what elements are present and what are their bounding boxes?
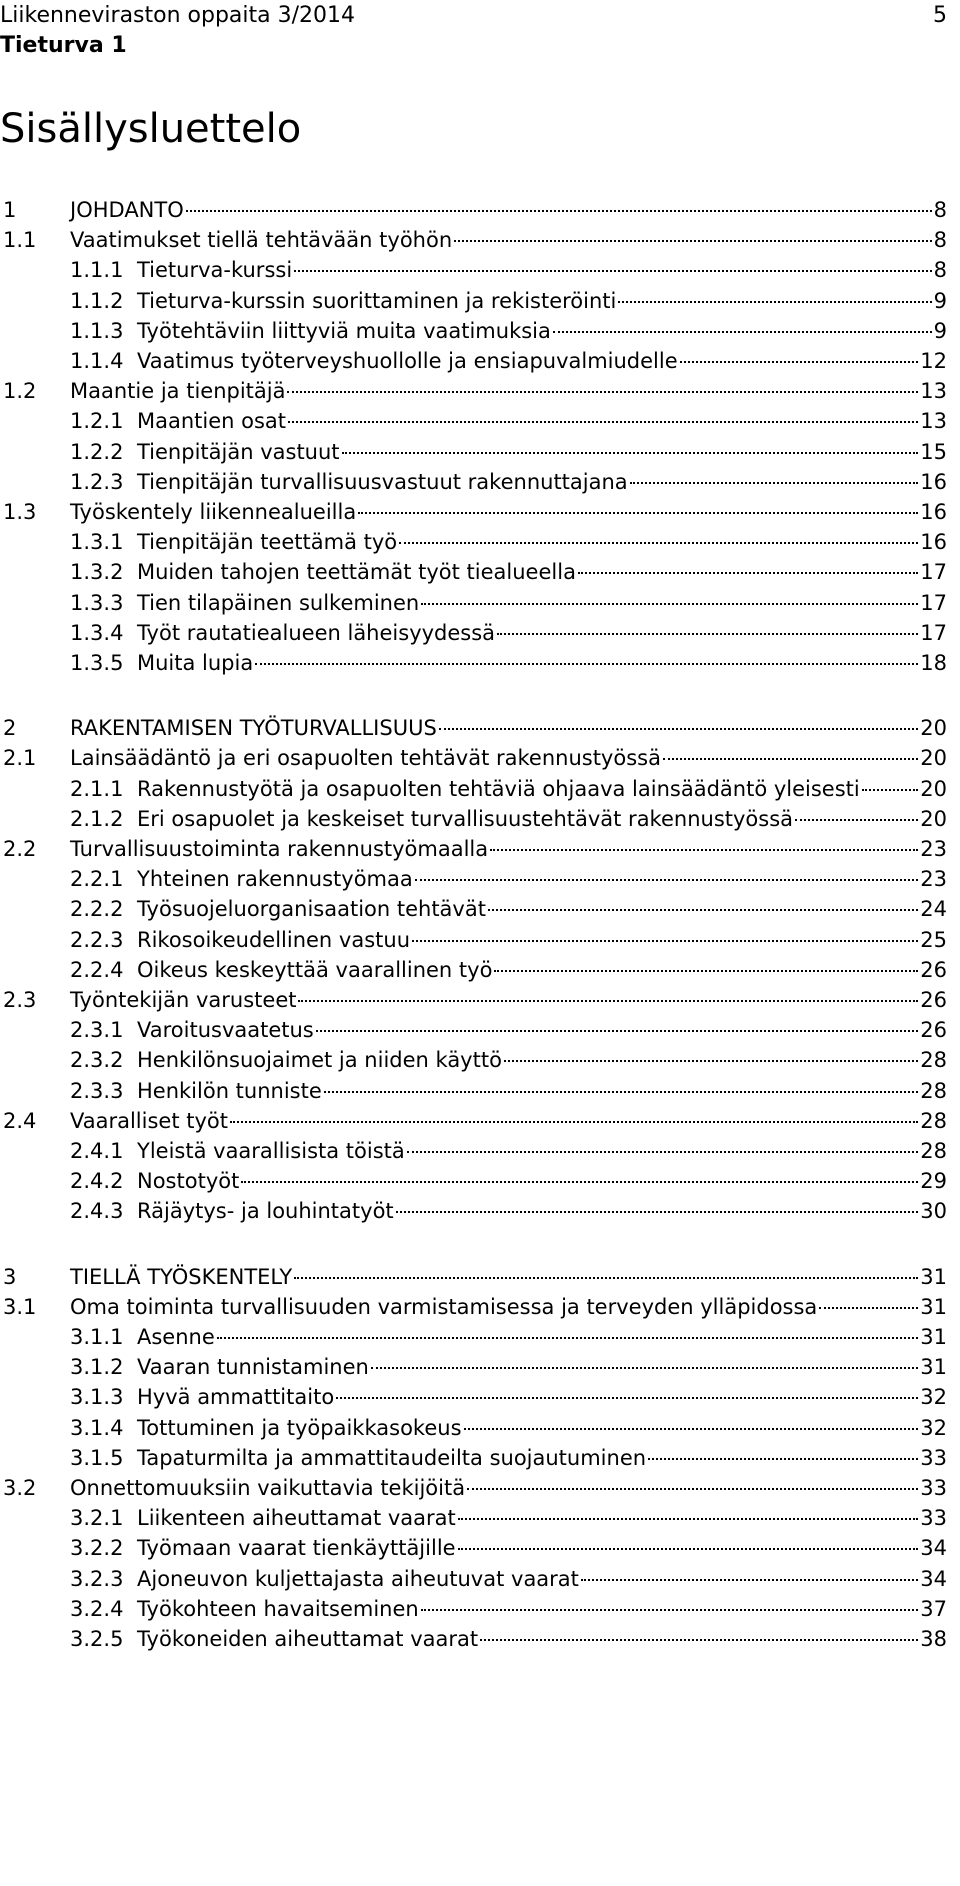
toc-entry-title: Työmaan vaarat tienkäyttäjille	[137, 1536, 456, 1561]
toc-entry-title: Maantien osat	[137, 409, 287, 434]
toc-entry-title: Muita lupia	[137, 651, 254, 675]
toc-entry[interactable]	[70, 805, 947, 833]
toc-dot-leader	[439, 728, 918, 730]
toc-entry-page: 26	[920, 1018, 947, 1043]
toc-dot-leader	[255, 663, 918, 665]
toc-entry-number: 1.1.2	[70, 288, 124, 313]
toc-entry[interactable]	[70, 317, 947, 345]
toc-entry-number: 3.2.5	[70, 1627, 124, 1651]
toc-entry-page: 8	[933, 258, 947, 283]
toc-entry[interactable]	[70, 528, 947, 556]
toc-entry[interactable]	[70, 558, 947, 586]
toc-entry-title: Liikenteen aiheuttamat vaarat	[137, 1506, 456, 1531]
toc-entry-number: 1.3.2	[70, 560, 124, 585]
toc-entry[interactable]	[70, 775, 947, 803]
toc-dot-leader	[458, 1518, 918, 1520]
toc-entry-page: 29	[920, 1169, 947, 1194]
toc-entry[interactable]	[3, 196, 947, 224]
toc-entry-page: 15	[920, 439, 947, 464]
toc-entry[interactable]	[70, 895, 947, 923]
toc-entry[interactable]	[70, 1323, 947, 1351]
toc-dot-leader	[630, 482, 919, 484]
toc-entry-title: Työt rautatiealueen läheisyydessä	[137, 620, 496, 645]
document-subtitle: Tieturva 1	[0, 33, 127, 58]
toc-entry-title: Eri osapuolet ja keskeiset turvallisuustehtävät rakennustyössä	[137, 806, 794, 831]
toc-entry-title: TIELLÄ TYÖSKENTELY	[70, 1264, 293, 1289]
toc-entry-title: Henkilönsuojaimet ja niiden käyttö	[137, 1048, 502, 1073]
toc-heading: Sisällysluettelo	[0, 106, 302, 152]
toc-dot-leader	[458, 1548, 919, 1550]
toc-entry-title: JOHDANTO	[70, 198, 184, 222]
toc-entry[interactable]	[70, 1534, 947, 1562]
toc-entry-page: 23	[920, 867, 947, 892]
toc-dot-leader	[618, 301, 931, 303]
toc-dot-leader	[287, 391, 918, 393]
toc-entry-title: Työskentely liikennealueilla	[70, 500, 357, 524]
toc-dot-leader	[488, 909, 918, 911]
toc-entry-number: 2.4.1	[70, 1139, 124, 1163]
toc-entry-title: Asenne	[137, 1325, 215, 1349]
toc-entry-number: 1.3.3	[70, 590, 124, 615]
toc-dot-leader	[795, 819, 918, 821]
toc-entry-title: Oma toiminta turvallisuuden varmistamisessa ja terveyden ylläpidossa	[70, 1294, 818, 1319]
toc-entry-number: 3.1.1	[70, 1325, 124, 1349]
publication-title: Liikenneviraston oppaita 3/2014	[0, 3, 356, 28]
toc-dot-leader	[294, 270, 931, 272]
toc-dot-leader	[454, 240, 931, 242]
toc-entry-number: 1.2.1	[70, 409, 124, 434]
toc-entry-page: 20	[920, 716, 947, 741]
toc-entry-number: 2.3.1	[70, 1018, 124, 1043]
toc-entry-number: 2.4	[3, 1108, 37, 1133]
toc-entry-page: 34	[920, 1566, 947, 1591]
toc-entry[interactable]	[70, 287, 947, 315]
toc-entry[interactable]	[70, 1077, 947, 1105]
toc-entry-title: Rakennustyötä ja osapuolten tehtäviä ohjaava lainsäädäntö yleisesti	[137, 776, 860, 801]
toc-dot-leader	[490, 849, 918, 851]
toc-entry-page: 28	[920, 1048, 947, 1073]
toc-entry-page: 33	[920, 1506, 947, 1531]
toc-entry-title: Työtehtäviin liittyviä muita vaatimuksia	[137, 318, 551, 343]
toc-entry[interactable]	[70, 347, 947, 375]
toc-entry-page: 26	[920, 957, 947, 982]
toc-entry[interactable]	[70, 1353, 947, 1381]
toc-entry-title: Muiden tahojen teettämät työt tiealueella	[137, 560, 576, 585]
toc-entry-number: 2.1.2	[70, 806, 124, 831]
toc-dot-leader	[581, 1579, 918, 1581]
toc-entry-page: 18	[920, 651, 947, 675]
toc-entry-page: 33	[920, 1476, 947, 1500]
toc-entry-number: 1.2.2	[70, 439, 124, 464]
toc-entry-title: Vaatimus työterveyshuollolle ja ensiapuvalmiudelle	[137, 349, 678, 373]
toc-entry-page: 17	[920, 590, 947, 615]
toc-entry[interactable]	[3, 744, 947, 772]
toc-dot-leader	[497, 633, 918, 635]
toc-entry-page: 20	[920, 746, 947, 771]
toc-entry-title: Oikeus keskeyttää vaarallinen työ	[137, 957, 493, 982]
toc-entry-page: 32	[920, 1385, 947, 1410]
toc-dot-leader	[294, 1277, 918, 1279]
toc-entry[interactable]	[70, 1167, 947, 1195]
toc-entry[interactable]	[70, 589, 947, 617]
toc-entry[interactable]	[3, 835, 947, 863]
toc-dot-leader	[298, 1000, 918, 1002]
toc-entry-page: 9	[933, 318, 947, 343]
toc-dot-leader	[412, 940, 918, 942]
toc-entry-title: Turvallisuustoiminta rakennustyömaalla	[70, 837, 489, 861]
toc-entry-title: Varoitusvaatetus	[137, 1018, 314, 1043]
toc-dot-leader	[421, 1609, 919, 1611]
toc-entry-number: 1.2	[3, 379, 37, 404]
toc-entry-page: 28	[920, 1078, 947, 1103]
toc-entry[interactable]	[70, 1595, 947, 1623]
toc-entry[interactable]	[3, 1107, 947, 1135]
toc-entry-page: 13	[920, 379, 947, 404]
toc-entry-number: 1.1	[3, 228, 37, 253]
toc-entry-title: Onnettomuuksiin vaikuttavia tekijöitä	[70, 1476, 466, 1500]
toc-entry-page: 38	[920, 1627, 947, 1651]
toc-entry[interactable]	[70, 1137, 947, 1165]
toc-dot-leader	[862, 789, 919, 791]
toc-entry-page: 17	[920, 560, 947, 585]
toc-entry-page: 28	[920, 1108, 947, 1133]
toc-entry-title: Tienpitäjän vastuut	[137, 439, 340, 464]
toc-entry-title: Maantie ja tienpitäjä	[70, 379, 286, 404]
toc-entry-page: 25	[920, 927, 947, 952]
toc-entry-number: 1.3.1	[70, 530, 124, 555]
toc-entry[interactable]	[3, 1474, 947, 1502]
toc-entry-title: Henkilön tunniste	[137, 1078, 322, 1103]
toc-entry-page: 16	[920, 530, 947, 555]
toc-dot-leader	[480, 1639, 918, 1641]
toc-entry-title: Räjäytys- ja louhintatyöt	[137, 1199, 394, 1224]
toc-entry-number: 3.2.2	[70, 1536, 124, 1561]
toc-dot-leader	[663, 758, 918, 760]
toc-entry-number: 2.4.2	[70, 1169, 124, 1194]
toc-entry-number: 3.1.2	[70, 1355, 124, 1380]
toc-entry-number: 2.1	[3, 746, 37, 771]
toc-entry-title: Vaaralliset työt	[70, 1108, 228, 1133]
toc-entry-title: Vaaran tunnistaminen	[137, 1355, 369, 1380]
toc-entry-title: Nostotyöt	[137, 1169, 240, 1194]
toc-entry[interactable]	[70, 865, 947, 893]
toc-entry[interactable]	[70, 1444, 947, 1472]
toc-entry[interactable]	[70, 1565, 947, 1593]
toc-entry[interactable]	[3, 226, 947, 254]
toc-entry-number: 3.1.5	[70, 1445, 124, 1470]
toc-dot-leader	[578, 572, 918, 574]
toc-entry-title: Tieturva-kurssi	[137, 258, 293, 283]
toc-entry-page: 31	[920, 1294, 947, 1319]
toc-entry[interactable]	[70, 1625, 947, 1653]
toc-entry-page: 31	[920, 1325, 947, 1349]
toc-entry-title: Työkohteen havaitseminen	[137, 1596, 419, 1621]
toc-entry-title: Työkoneiden aiheuttamat vaarat	[137, 1627, 479, 1651]
toc-entry-number: 2.2.3	[70, 927, 124, 952]
toc-dot-leader	[342, 452, 919, 454]
toc-entry[interactable]	[70, 956, 947, 984]
toc-entry[interactable]	[3, 377, 947, 405]
toc-dot-leader	[407, 1151, 919, 1153]
toc-entry[interactable]	[3, 986, 947, 1014]
toc-entry-number: 1.3	[3, 500, 37, 524]
toc-entry-number: 2.2.4	[70, 957, 124, 982]
page-number: 5	[933, 3, 947, 28]
toc-entry-page: 31	[920, 1355, 947, 1380]
toc-entry-number: 3.2.3	[70, 1566, 124, 1591]
toc-entry-number: 3.2.1	[70, 1506, 124, 1531]
toc-entry[interactable]	[70, 619, 947, 647]
toc-entry-title: Yhteinen rakennustyömaa	[137, 867, 413, 892]
toc-dot-leader	[316, 1030, 919, 1032]
toc-dot-leader	[819, 1307, 918, 1309]
toc-entry[interactable]	[3, 1293, 947, 1321]
toc-dot-leader	[371, 1367, 918, 1369]
toc-entry-page: 9	[933, 288, 947, 313]
toc-entry-number: 1.1.4	[70, 349, 124, 373]
toc-entry-number: 2	[3, 716, 17, 741]
toc-entry-number: 1.2.3	[70, 469, 124, 494]
toc-dot-leader	[415, 879, 919, 881]
toc-entry[interactable]	[70, 1046, 947, 1074]
toc-dot-leader	[217, 1337, 919, 1339]
toc-entry-title: Tien tilapäinen sulkeminen	[137, 590, 420, 615]
toc-entry-title: Työsuojeluorganisaation tehtävät	[137, 897, 486, 922]
toc-entry-number: 3.1.3	[70, 1385, 124, 1410]
toc-dot-leader	[504, 1060, 918, 1062]
toc-dot-leader	[421, 603, 918, 605]
toc-entry-page: 16	[920, 469, 947, 494]
toc-dot-leader	[230, 1121, 918, 1123]
toc-entry-title: Vaatimukset tiellä tehtävään työhön	[70, 228, 453, 253]
toc-entry-number: 3.2	[3, 1476, 37, 1500]
toc-entry[interactable]	[70, 926, 947, 954]
toc-entry-number: 1.1.3	[70, 318, 124, 343]
toc-entry-page: 30	[920, 1199, 947, 1224]
toc-entry-title: Tienpitäjän turvallisuusvastuut rakennuttajana	[137, 469, 628, 494]
toc-entry-page: 23	[920, 837, 947, 861]
toc-dot-leader	[186, 210, 932, 212]
toc-entry-page: 13	[920, 409, 947, 434]
toc-entry-number: 3	[3, 1264, 17, 1289]
toc-entry-page: 16	[920, 500, 947, 524]
toc-dot-leader	[288, 421, 918, 423]
toc-entry[interactable]	[70, 407, 947, 435]
toc-entry[interactable]	[70, 1383, 947, 1411]
toc-entry-page: 12	[920, 349, 947, 373]
toc-entry-title: Lainsäädäntö ja eri osapuolten tehtävät rakennustyössä	[70, 746, 661, 771]
toc-dot-leader	[241, 1181, 918, 1183]
toc-entry-page: 34	[920, 1536, 947, 1561]
toc-entry[interactable]	[70, 256, 947, 284]
toc-entry-number: 1.1.1	[70, 258, 124, 283]
toc-entry-page: 17	[920, 620, 947, 645]
toc-dot-leader	[399, 542, 918, 544]
toc-entry[interactable]	[70, 438, 947, 466]
toc-entry-number: 2.2.2	[70, 897, 124, 922]
toc-entry-number: 1	[3, 198, 17, 222]
toc-entry[interactable]	[70, 468, 947, 496]
toc-entry[interactable]	[3, 498, 947, 526]
toc-dot-leader	[358, 512, 918, 514]
toc-entry-number: 3.1	[3, 1294, 37, 1319]
toc-entry[interactable]	[70, 1016, 947, 1044]
toc-entry-number: 2.3	[3, 988, 37, 1012]
toc-entry-page: 28	[920, 1139, 947, 1163]
toc-entry-title: Ajoneuvon kuljettajasta aiheutuvat vaarat	[137, 1566, 579, 1591]
toc-entry-title: Tieturva-kurssin suorittaminen ja rekisteröinti	[137, 288, 617, 313]
toc-entry-page: 8	[933, 198, 947, 222]
toc-entry-number: 2.2.1	[70, 867, 124, 892]
toc-entry-number: 2.1.1	[70, 776, 124, 801]
toc-dot-leader	[396, 1211, 919, 1213]
toc-entry-title: RAKENTAMISEN TYÖTURVALLISUUS	[70, 716, 437, 741]
toc-entry-title: Yleistä vaarallisista töistä	[137, 1139, 405, 1163]
toc-dot-leader	[336, 1397, 918, 1399]
toc-dot-leader	[467, 1488, 918, 1490]
toc-entry-title: Rikosoikeudellinen vastuu	[137, 927, 411, 952]
toc-entry-number: 2.2	[3, 837, 37, 861]
toc-dot-leader	[324, 1091, 918, 1093]
toc-dot-leader	[494, 970, 918, 972]
toc-dot-leader	[464, 1428, 919, 1430]
toc-entry-title: Tottuminen ja työpaikkasokeus	[137, 1415, 462, 1440]
toc-entry-number: 2.3.3	[70, 1078, 124, 1103]
toc-entry-title: Työntekijän varusteet	[70, 988, 297, 1012]
toc-entry-page: 8	[933, 228, 947, 253]
toc-entry-number: 1.3.4	[70, 620, 124, 645]
toc-entry-page: 32	[920, 1415, 947, 1440]
toc-entry-page: 20	[920, 776, 947, 801]
toc-entry-page: 20	[920, 806, 947, 831]
toc-entry-number: 2.3.2	[70, 1048, 124, 1073]
toc-entry[interactable]	[3, 1263, 947, 1291]
toc-entry-number: 1.3.5	[70, 651, 124, 675]
toc-entry[interactable]	[70, 1414, 947, 1442]
toc-entry-number: 3.1.4	[70, 1415, 124, 1440]
toc-entry-page: 26	[920, 988, 947, 1012]
toc-entry-page: 24	[920, 897, 947, 922]
toc-entry-page: 31	[920, 1264, 947, 1289]
toc-entry-page: 33	[920, 1445, 947, 1470]
toc-entry-number: 3.2.4	[70, 1596, 124, 1621]
toc-entry[interactable]	[70, 649, 947, 677]
toc-entry-title: Hyvä ammattitaito	[137, 1385, 335, 1410]
toc-entry-title: Tienpitäjän teettämä työ	[137, 530, 398, 555]
toc-entry[interactable]	[3, 714, 947, 742]
toc-entry-number: 2.4.3	[70, 1199, 124, 1224]
toc-dot-leader	[680, 361, 919, 363]
toc-entry[interactable]	[70, 1197, 947, 1225]
toc-entry-page: 37	[920, 1596, 947, 1621]
toc-entry-title: Tapaturmilta ja ammattitaudeilta suojautuminen	[137, 1445, 647, 1470]
toc-entry[interactable]	[70, 1504, 947, 1532]
toc-dot-leader	[648, 1458, 918, 1460]
toc-dot-leader	[553, 331, 932, 333]
